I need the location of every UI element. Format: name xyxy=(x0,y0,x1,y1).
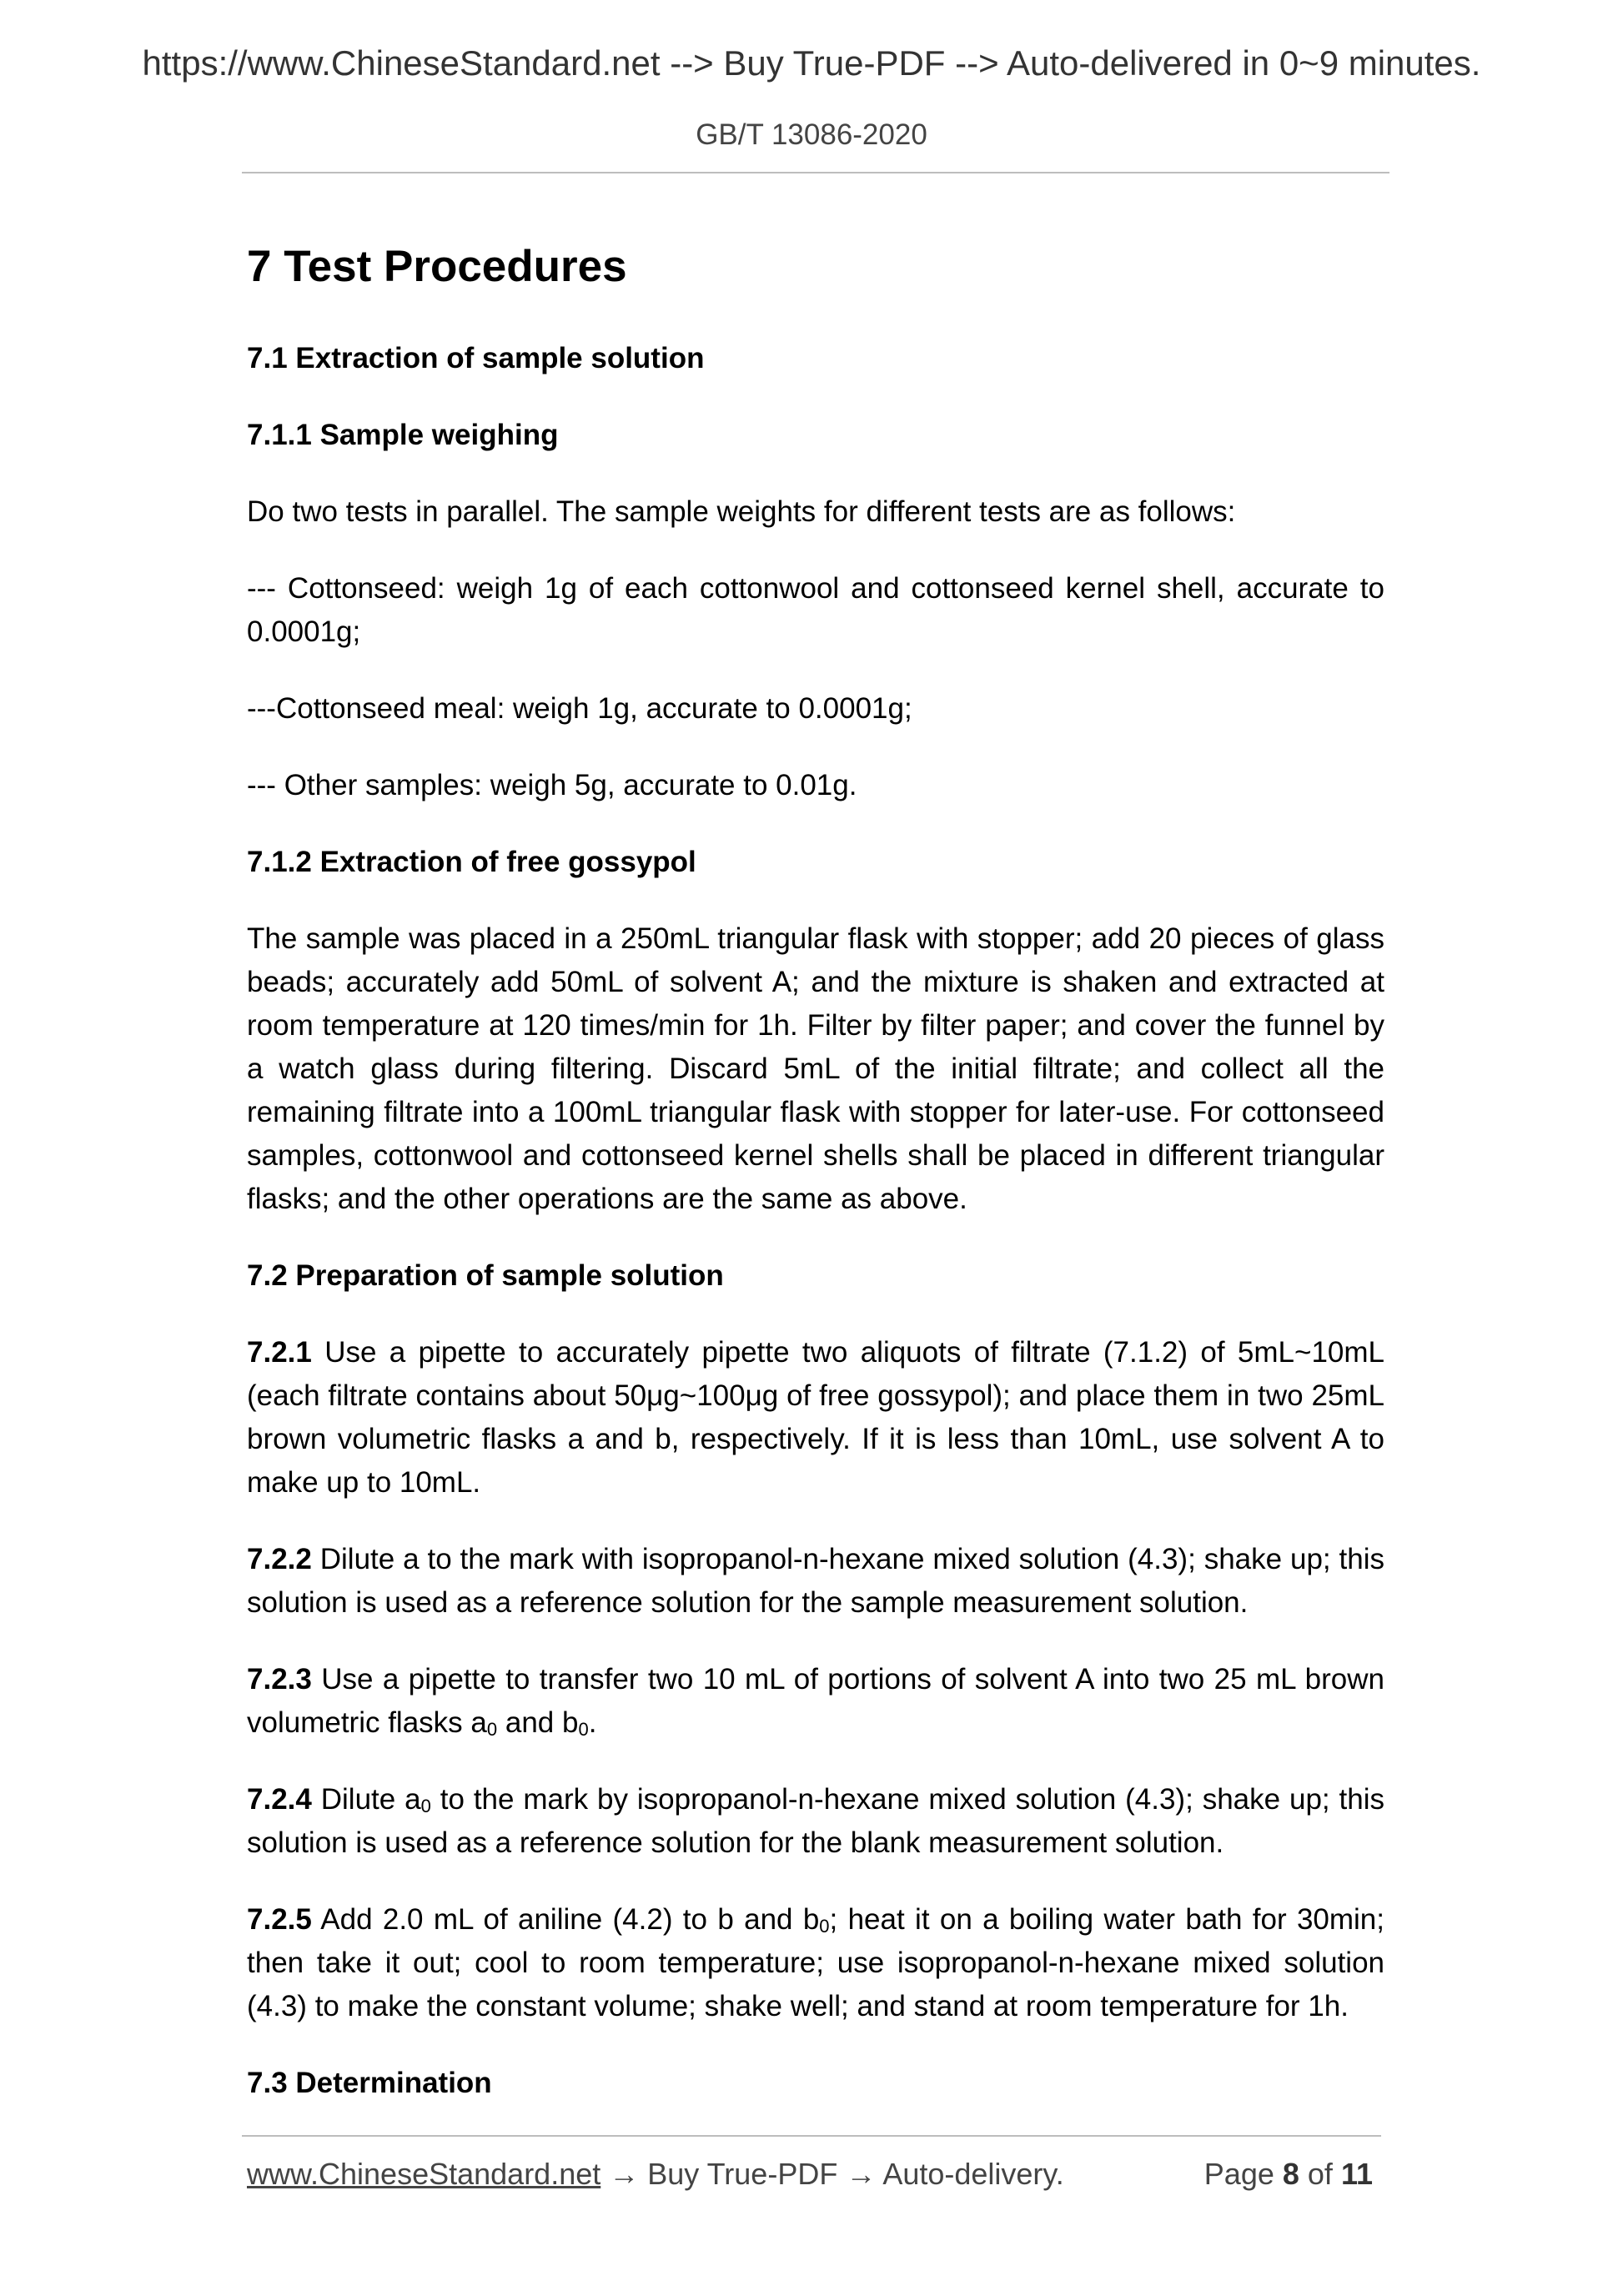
clause-text: Use a pipette to accurately pipette two aliquots of filtrate (7.1.2) of 5mL~10mL (each filtrate contains about 50μg~100μg of free gossypol); and place them in two 25mL brown volumetric flasks a and b, respectively. If it is less than 10mL, use solvent A to make up to 10mL. xyxy=(247,1336,1385,1499)
paragraph-7-2-5 xyxy=(247,1898,1384,2028)
header-divider xyxy=(242,172,1389,173)
top-banner: https://www.ChineseStandard.net --> Buy True-PDF --> Auto-delivered in 0~9 minutes. xyxy=(142,43,1481,83)
clause-text: . xyxy=(588,1706,597,1739)
page-current: 8 xyxy=(1282,2157,1299,2191)
clause-text: and b xyxy=(497,1706,579,1739)
clause-number: 7.2.4 xyxy=(247,1783,312,1816)
heading-7-2: 7.2 Preparation of sample solution xyxy=(247,1259,724,1292)
subscript: 0 xyxy=(819,1916,830,1937)
list-item: ---Cottonseed meal: weigh 1g, accurate to 0.0001g; xyxy=(247,692,912,725)
clause-number: 7.2.3 xyxy=(247,1663,312,1696)
paragraph-7-2-4 xyxy=(247,1778,1384,1865)
page-total: 11 xyxy=(1340,2157,1373,2191)
page-number xyxy=(1204,2157,1373,2192)
clause-text: Dilute a xyxy=(320,1783,421,1816)
weighing-intro: Do two tests in parallel. The sample weights for different tests are as follows: xyxy=(247,495,1236,528)
clause-text: to the mark by isopropanol-n-hexane mixed solution (4.3); shake up; this solution is used as a reference solution for the blank measurement solution. xyxy=(247,1783,1384,1859)
subscript: 0 xyxy=(486,1719,498,1740)
paragraph-7-2-1 xyxy=(247,1331,1384,1505)
clause-text: ; heat it on a boiling water bath for 30min; then take it out; cool to room temperature; use isopropanol-n-hexane mixed solution (4.3) to make the constant volume; shake well; and stand at room temperature for 1h. xyxy=(247,1903,1384,2022)
section-title: 7 Test Procedures xyxy=(247,242,627,291)
paragraph-7-2-2 xyxy=(247,1538,1384,1625)
clause-text: Dilute a to the mark with isopropanol-n-hexane mixed solution (4.3); shake up; this solution is used as a reference solution for the sample measurement solution. xyxy=(247,1543,1384,1619)
standard-code: GB/T 13086-2020 xyxy=(696,118,927,151)
document-body xyxy=(247,234,1384,2138)
extraction-paragraph: The sample was placed in a 250mL triangular flask with stopper; add 20 pieces of glass beads; accurately add 50mL of solvent A; and the mixture is shaken and extracted at room temperature at 120 times/min for 1h. Filter by filter paper; and cover the funnel by a watch glass during filtering. Discard 5mL of the initial filtrate; and collect all the remaining filtrate into a 100mL triangular flask with stopper for later-use. For cottonseed samples, cottonwool and cottonseed kernel shells shall be placed in different triangular flasks; and the other operations are the same as above. xyxy=(247,922,1384,1215)
footer-tagline: → Buy True-PDF → Auto-delivery. xyxy=(600,2157,1064,2191)
page-of: of xyxy=(1299,2157,1341,2191)
footer-site-link[interactable]: www.ChineseStandard.net xyxy=(247,2157,601,2191)
heading-7-1: 7.1 Extraction of sample solution xyxy=(247,342,705,374)
clause-number: 7.2.1 xyxy=(247,1336,312,1369)
heading-7-1-2: 7.1.2 Extraction of free gossypol xyxy=(247,846,696,878)
clause-text: Use a pipette to transfer two 10 mL of portions of solvent A into two 25 mL brown volumetric flasks a xyxy=(247,1663,1384,1739)
subscript: 0 xyxy=(578,1719,589,1740)
list-item: --- Cottonseed: weigh 1g of each cottonwool and cottonseed kernel shell, accurate to 0.0001g; xyxy=(247,572,1384,648)
page-label: Page xyxy=(1203,2157,1283,2191)
clause-number: 7.2.2 xyxy=(247,1543,312,1575)
subscript: 0 xyxy=(420,1796,431,1816)
list-item: --- Other samples: weigh 5g, accurate to 0.01g. xyxy=(247,769,857,801)
clause-number: 7.2.5 xyxy=(247,1903,312,1936)
footer-divider xyxy=(242,2135,1381,2137)
heading-7-1-1: 7.1.1 Sample weighing xyxy=(247,419,559,451)
paragraph-7-2-3 xyxy=(247,1658,1384,1745)
page-footer xyxy=(247,2157,1384,2203)
clause-text: Add 2.0 mL of aniline (4.2) to b and b xyxy=(320,1903,820,1936)
heading-7-3: 7.3 Determination xyxy=(247,2067,492,2099)
